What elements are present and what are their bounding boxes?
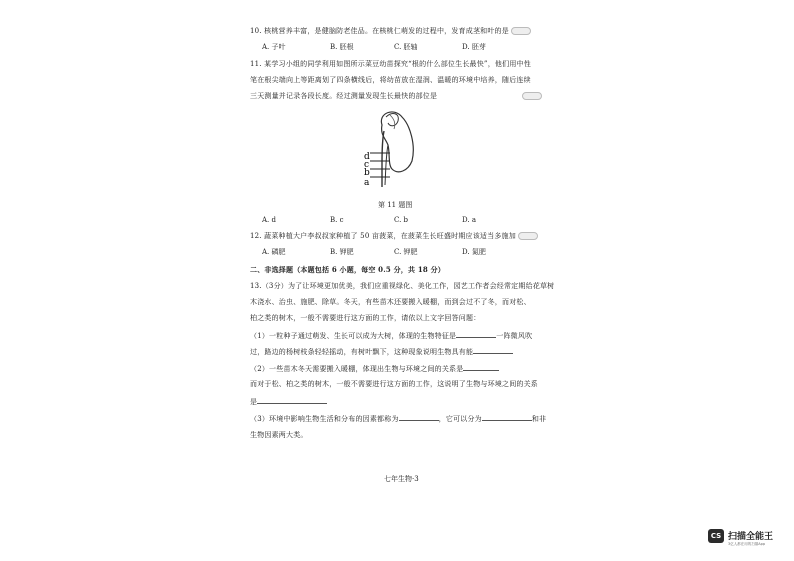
answer-paren — [522, 92, 542, 100]
seedling-root — [382, 131, 384, 187]
q13-line-1: 13.（3分）为了让环境更加优美，我们应重视绿化、美化工作，园艺工作者会经常定期给花草树 — [250, 282, 555, 290]
q12-option-d: D. 氮肥 — [462, 248, 486, 256]
figure-label-b: b — [364, 168, 370, 178]
q12-stem — [250, 232, 550, 241]
q13-part2-text: （2）一些苗木冬天需要搬入暖棚，体现出生物与环境之间的关系是 — [250, 365, 464, 373]
q12-option-a: A. 磷肥 — [262, 248, 286, 256]
q13-line-7: 而对于松、柏之类的树木，一般不需要进行这方面的工作，这说明了生物与环境之间的关系 — [250, 380, 538, 388]
q10-option-a: A. 子叶 — [262, 43, 286, 51]
q11-stem-line-1: 11. 某学习小组的同学利用如图所示菜豆幼苗探究“根的什么部位生长最快”，他们用中性 — [250, 60, 531, 68]
q11-option-c: C. b — [394, 216, 409, 224]
q13-part3-tail: 和非 — [531, 415, 547, 423]
watermark-subtitle: 3亿人都在用的扫描App — [728, 542, 766, 546]
q12-option-c: C. 钾肥 — [394, 248, 418, 256]
answer-blank — [456, 331, 496, 338]
answer-blank — [482, 414, 532, 421]
watermark-name: 扫描全能王 — [728, 532, 774, 542]
page-footer: 七年生物·3 — [384, 475, 419, 483]
q11-figure — [360, 105, 420, 195]
camscanner-logo-icon: CS — [708, 529, 724, 543]
q13-part1-tail: 一阵微风吹 — [496, 332, 533, 340]
q13-line-10: 生物因素两大类。 — [250, 431, 308, 439]
q11-option-d: D. a — [462, 216, 476, 224]
q13-line-2: 木浇水、治虫、施肥、除草。冬天，有些苗木还要搬入暖棚，而到会过不了冬，而对松、 — [250, 298, 531, 306]
answer-paren — [511, 27, 531, 35]
answer-paren — [518, 232, 538, 240]
seedling-leaf — [386, 114, 398, 126]
q11-stem-line-3 — [250, 92, 550, 101]
q10-option-d: D. 胚芽 — [462, 43, 486, 51]
answer-blank — [257, 397, 327, 404]
q12-option-b: B. 钾肥 — [330, 248, 354, 256]
seedling-root-edge — [385, 145, 388, 185]
q13-line-5 — [250, 347, 550, 357]
q13-part3-text: （3）环境中影响生物生活和分布的因素都称为 — [250, 415, 399, 423]
q13-part1-text: （1）一粒种子通过萌发、生长可以成为大树，体现的生物特征是 — [250, 332, 457, 340]
scanner-watermark — [708, 527, 794, 551]
figure-label-d: d — [364, 152, 370, 162]
figure-label-c: c — [364, 160, 370, 170]
answer-blank — [463, 364, 499, 371]
q10-option-c: C. 胚轴 — [394, 43, 418, 51]
q13-line-6 — [250, 364, 550, 374]
q13-line-4 — [250, 331, 550, 341]
q13-part1b-text: 过，路边的杨树枝条轻轻摇动，有树叶飘下，这种现象说明生物具有能 — [250, 348, 474, 356]
section2-title: 二、非选择题（本题包括 6 小题，每空 0.5 分，共 18 分） — [250, 265, 446, 274]
q11-option-b: B. c — [330, 216, 344, 224]
q13-part2b-text: 是 — [250, 398, 258, 406]
q12-stem-text: 12. 蔬菜种植大户李叔叔家种植了 50 亩菠菜，在菠菜生长旺盛时期应该适当多施加 — [250, 232, 516, 240]
seedling-leaf-vein — [390, 115, 395, 129]
q13-line-9 — [250, 414, 550, 424]
q13-part3-mid: ，它可以分为 — [438, 415, 482, 423]
figure-label-a: a — [364, 178, 370, 188]
answer-blank — [399, 414, 439, 421]
q13-line-3: 柏之类的树木，一般不需要进行这方面的工作，请依以上文字回答问题： — [250, 314, 481, 322]
q10-option-b: B. 胚根 — [330, 43, 354, 51]
q10-stem-text: 10. 核桃营养丰富，是健脑防老佳品。在核桃仁萌发的过程中，发育成茎和叶的是 — [250, 27, 509, 35]
q11-stem-line-2: 笔在根尖端向上等距离划了四条横线后，将幼苗放在湿润、温暖的环境中培养，随后连续 — [250, 76, 531, 84]
q11-stem-line-3-text: 三天测量并记录各段长度。经过测量发现生长最快的部位是 — [250, 92, 438, 100]
q10-stem — [250, 27, 550, 36]
q13-line-8 — [250, 397, 550, 407]
q11-option-a: A. d — [262, 216, 276, 224]
q11-caption: 第 11 题图 — [378, 201, 413, 209]
answer-blank — [473, 347, 513, 354]
